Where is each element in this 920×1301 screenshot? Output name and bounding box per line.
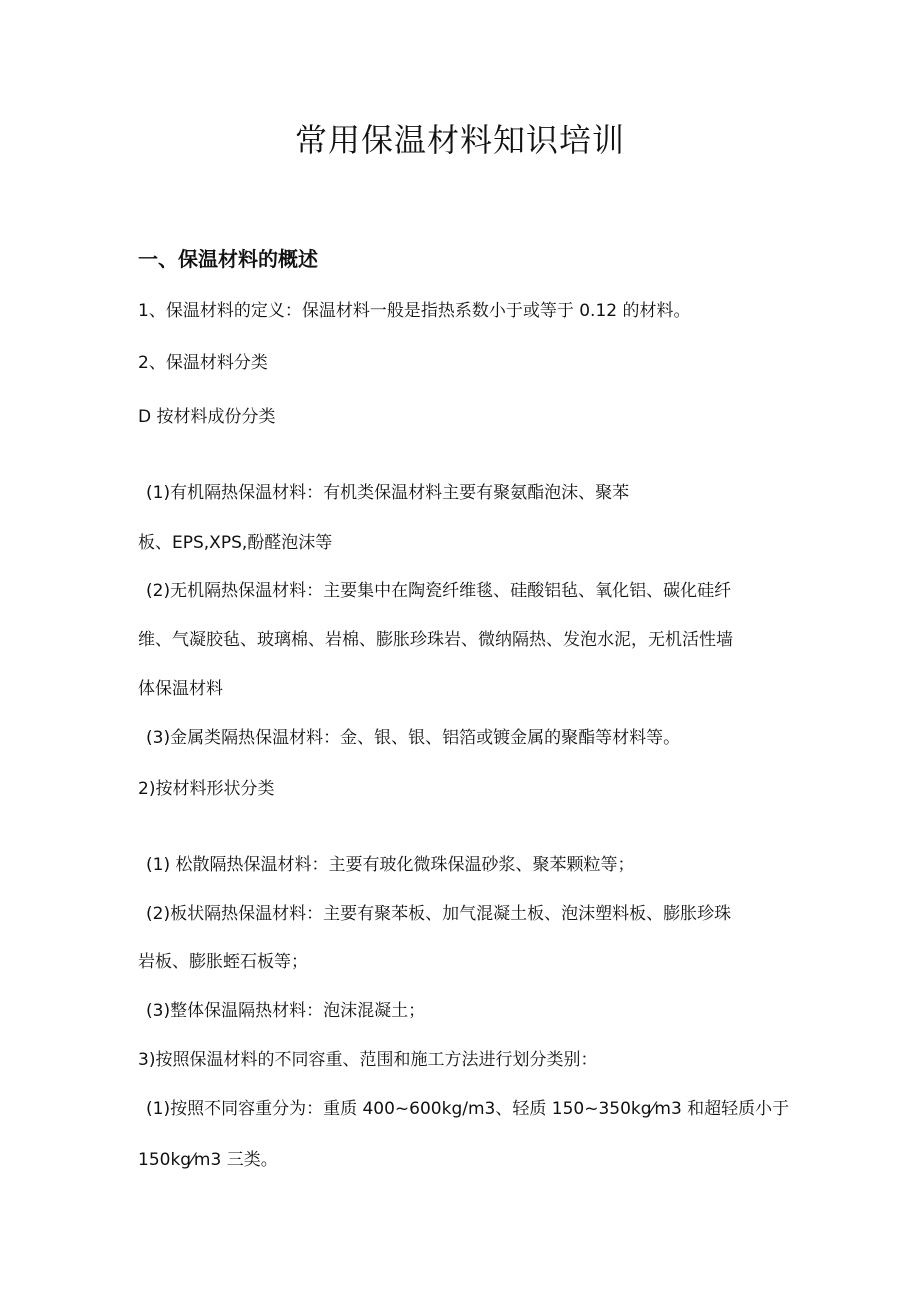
paragraph-line: D 按材料成份分类 <box>138 407 276 427</box>
paragraph-line: 3)按照保温材料的不同容重、范围和施工方法进行划分类别： <box>138 1050 598 1070</box>
paragraph-line: (1) 松散隔热保温材料：主要有玻化微珠保温砂浆、聚苯颗粒等； <box>146 855 635 875</box>
paragraph-line: 板、EPS,XPS,酚醛泡沫等 <box>138 533 333 553</box>
paragraph-line: (1)按照不同容重分为：重质 400~600kg/m3、轻质 150~350kg⁄m3 和超轻质小于 <box>146 1099 790 1119</box>
paragraph-line: 2、保温材料分类 <box>138 353 268 373</box>
paragraph-line: 150kg⁄m3 三类。 <box>138 1150 278 1170</box>
paragraph-line: (2)无机隔热保温材料：主要集中在陶瓷纤维毯、硅酸铝毡、氧化铝、碳化硅纤 <box>146 581 732 601</box>
paragraph-line: 岩板、膨胀蛭石板等； <box>138 952 308 972</box>
section-heading: 一、保温材料的概述 <box>138 247 318 271</box>
paragraph-line: (2)板状隔热保温材料：主要有聚苯板、加气混凝土板、泡沫塑料板、膨胀珍珠 <box>146 904 732 924</box>
paragraph-line: 维、气凝胶毡、玻璃棉、岩棉、膨胀珍珠岩、微纳隔热、发泡水泥，无机活性墙 <box>138 630 733 650</box>
paragraph-line: (3)金属类隔热保温材料：金、银、银、铝箔或镀金属的聚酯等材料等。 <box>146 728 681 748</box>
paragraph-line: 1、保温材料的定义：保温材料一般是指热系数小于或等于 0.12 的材料。 <box>138 301 691 321</box>
document-title: 常用保温材料知识培训 <box>294 121 625 159</box>
paragraph-line: 体保温材料 <box>138 679 223 699</box>
paragraph-line: (3)整体保温隔热材料：泡沫混凝土； <box>146 1001 426 1021</box>
paragraph-line: 2)按材料形状分类 <box>138 779 275 799</box>
paragraph-line: (1)有机隔热保温材料：有机类保温材料主要有聚氨酯泡沫、聚苯 <box>146 483 630 503</box>
